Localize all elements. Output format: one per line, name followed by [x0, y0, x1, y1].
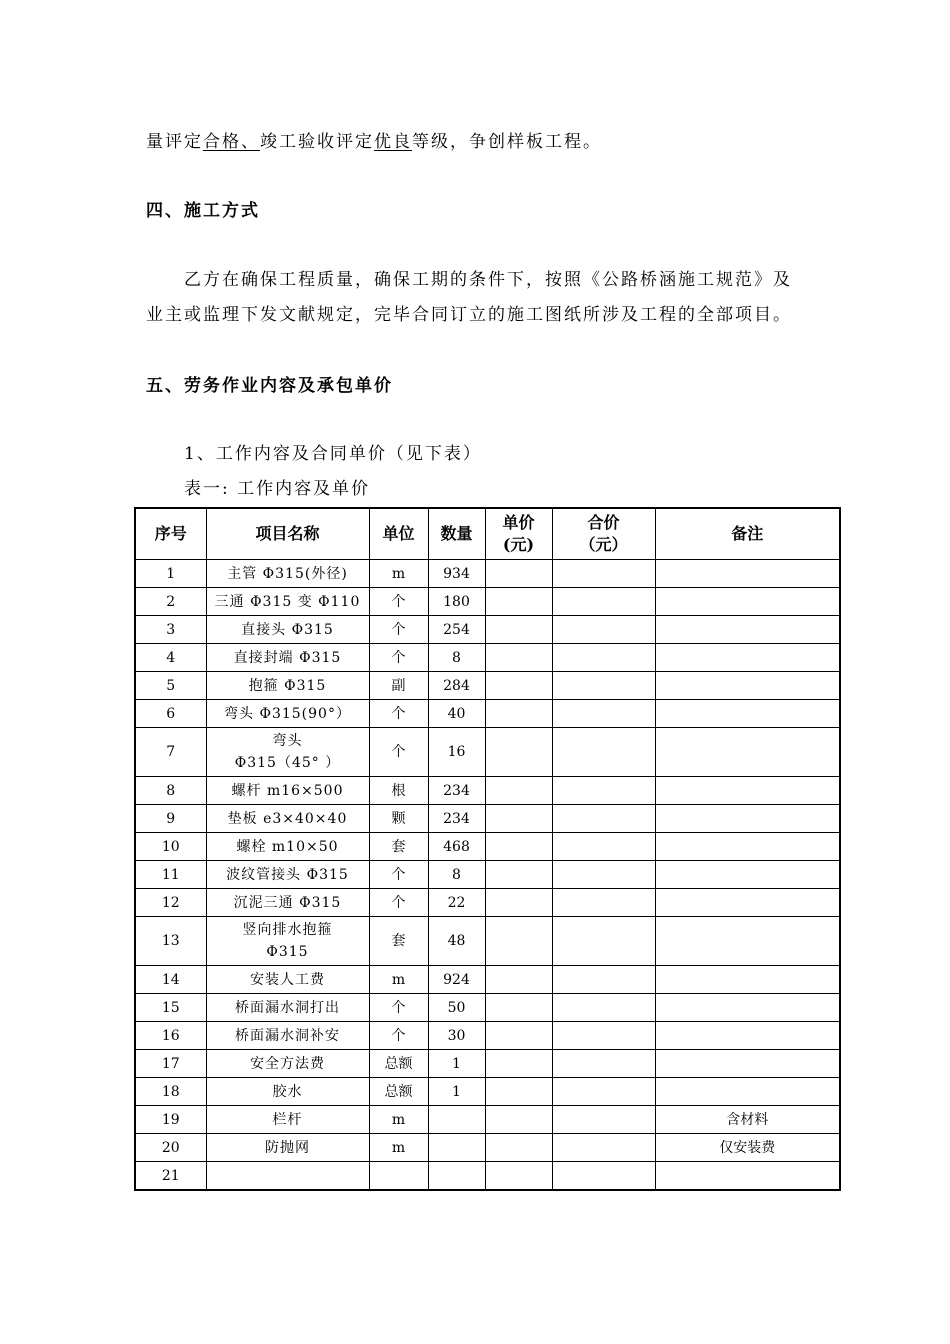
table-row — [135, 1134, 840, 1162]
cell-total-price — [552, 777, 655, 805]
cell-total-price — [552, 1022, 655, 1050]
cell-quantity — [428, 1106, 485, 1134]
cell-unit-price — [485, 588, 552, 616]
cell-note: 含材料 — [655, 1106, 840, 1134]
cell-unit: 个 — [369, 644, 428, 672]
item-name-line1: 安全方法费 — [250, 1055, 325, 1072]
cell-unit-price — [485, 728, 552, 777]
cell-seq: 3 — [135, 616, 206, 644]
cell-total-price — [552, 1106, 655, 1134]
cell-quantity: 180 — [428, 588, 485, 616]
header-item-name: 项目名称 — [206, 508, 369, 560]
cell-note: 仅安装费 — [655, 1134, 840, 1162]
item-name-line1: 螺杆 m16×500 — [231, 782, 344, 799]
cell-item-name — [206, 994, 369, 1022]
cell-seq: 1 — [135, 560, 206, 588]
cell-unit-price — [485, 777, 552, 805]
item-name-line1: 垫板 e3×40×40 — [227, 810, 348, 827]
table-header-row — [135, 508, 840, 560]
cell-note — [655, 805, 840, 833]
cell-unit: 总额 — [369, 1078, 428, 1106]
cell-quantity — [428, 1134, 485, 1162]
cell-total-price — [552, 644, 655, 672]
cell-unit-price — [485, 672, 552, 700]
item-name-line2: Φ315 — [266, 944, 309, 960]
item-name-line1: 防抛网 — [265, 1139, 310, 1156]
cell-item-name — [206, 672, 369, 700]
header-unit: 单位 — [369, 508, 428, 560]
cell-total-price — [552, 917, 655, 966]
cell-total-price — [552, 616, 655, 644]
cell-seq: 11 — [135, 861, 206, 889]
item-name-line1: 安装人工费 — [250, 971, 325, 988]
cell-unit-price — [485, 616, 552, 644]
cell-quantity: 934 — [428, 560, 485, 588]
cell-note — [655, 672, 840, 700]
cell-total-price — [552, 672, 655, 700]
cell-unit-price — [485, 644, 552, 672]
cell-item-name — [206, 917, 369, 966]
cell-item-name — [206, 1106, 369, 1134]
table-caption: 表一: 工作内容及单价 — [184, 479, 371, 499]
item-name-line1: 桥面漏水洞打出 — [235, 999, 340, 1016]
cell-unit: 个 — [369, 588, 428, 616]
cell-quantity: 1 — [428, 1050, 485, 1078]
cell-unit-price — [485, 700, 552, 728]
cell-seq: 14 — [135, 966, 206, 994]
cell-note — [655, 644, 840, 672]
cell-seq: 12 — [135, 889, 206, 917]
item-name-line2: Φ315（45° ） — [234, 755, 341, 771]
cell-note — [655, 833, 840, 861]
cell-note — [655, 966, 840, 994]
cell-unit-price — [485, 1162, 552, 1191]
cell-unit: 副 — [369, 672, 428, 700]
item-name-line1: 桥面漏水洞补安 — [235, 1027, 340, 1044]
table-row — [135, 917, 840, 966]
cell-seq: 7 — [135, 728, 206, 777]
cell-unit: 根 — [369, 777, 428, 805]
table-row — [135, 861, 840, 889]
section-4-body-line-2: 业主或监理下发文献规定，完毕合同订立的施工图纸所涉及工程的全部项目。 — [146, 305, 792, 325]
cell-unit-price — [485, 889, 552, 917]
item-name-line1: 主管 Φ315(外径) — [227, 565, 348, 582]
item-name-line1: 沉泥三通 Φ315 — [233, 894, 342, 911]
table-row — [135, 966, 840, 994]
cell-seq: 8 — [135, 777, 206, 805]
cell-total-price — [552, 1134, 655, 1162]
cell-seq: 16 — [135, 1022, 206, 1050]
cell-note — [655, 889, 840, 917]
cell-unit-price — [485, 966, 552, 994]
table-row — [135, 672, 840, 700]
table-row — [135, 805, 840, 833]
cell-item-name — [206, 966, 369, 994]
cell-item-name — [206, 805, 369, 833]
table-row — [135, 889, 840, 917]
header-note: 备注 — [655, 508, 840, 560]
cell-total-price — [552, 805, 655, 833]
cell-quantity: 254 — [428, 616, 485, 644]
item-name-line1: 波纹管接头 Φ315 — [226, 866, 349, 883]
cell-seq: 19 — [135, 1106, 206, 1134]
cell-note — [655, 777, 840, 805]
cell-quantity: 50 — [428, 994, 485, 1022]
cell-unit: 个 — [369, 616, 428, 644]
cell-note — [655, 1162, 840, 1191]
cell-unit: 颗 — [369, 805, 428, 833]
cell-total-price — [552, 1050, 655, 1078]
cell-note — [655, 728, 840, 777]
cell-unit: 个 — [369, 889, 428, 917]
cell-seq: 15 — [135, 994, 206, 1022]
cell-item-name — [206, 889, 369, 917]
cell-unit: 套 — [369, 833, 428, 861]
cell-unit: 总额 — [369, 1050, 428, 1078]
cell-quantity: 8 — [428, 644, 485, 672]
cell-unit: m — [369, 1106, 428, 1134]
cell-unit-price — [485, 1134, 552, 1162]
intro-paragraph-line — [146, 127, 602, 152]
cell-quantity: 924 — [428, 966, 485, 994]
table-row — [135, 994, 840, 1022]
subsection-1-title: 1、工作内容及合同单价（见下表） — [184, 444, 482, 464]
table-row — [135, 833, 840, 861]
section-4-body-line-1: 乙方在确保工程质量，确保工期的条件下，按照《公路桥涵施工规范》及 — [184, 270, 792, 290]
cell-unit: 个 — [369, 1022, 428, 1050]
cell-seq: 4 — [135, 644, 206, 672]
underlined-text-excellent: 优良 — [374, 132, 412, 152]
table-row — [135, 1162, 840, 1191]
cell-seq: 6 — [135, 700, 206, 728]
cell-unit: m — [369, 1134, 428, 1162]
cell-item-name — [206, 588, 369, 616]
cell-unit-price — [485, 917, 552, 966]
item-name-line1: 直接封端 Φ315 — [233, 649, 342, 666]
cell-item-name — [206, 1022, 369, 1050]
cell-note — [655, 917, 840, 966]
text-segment: 量评定 — [146, 132, 203, 152]
cell-unit: 套 — [369, 917, 428, 966]
cell-total-price — [552, 588, 655, 616]
header-total-price-line2: （元） — [579, 535, 628, 554]
cell-item-name — [206, 1078, 369, 1106]
cell-unit — [369, 1162, 428, 1191]
cell-total-price — [552, 861, 655, 889]
table-body — [135, 560, 840, 1191]
cell-seq: 13 — [135, 917, 206, 966]
cell-quantity: 30 — [428, 1022, 485, 1050]
cell-seq: 10 — [135, 833, 206, 861]
header-unit-price-line1: 单价 — [502, 513, 535, 532]
cell-note — [655, 861, 840, 889]
cell-note — [655, 700, 840, 728]
cell-unit-price — [485, 1106, 552, 1134]
cell-unit-price — [485, 994, 552, 1022]
cell-item-name — [206, 1162, 369, 1191]
cell-unit: 个 — [369, 994, 428, 1022]
cell-item-name — [206, 1134, 369, 1162]
cell-unit-price — [485, 1078, 552, 1106]
item-name-line1: 直接头 Φ315 — [241, 621, 334, 638]
underlined-text-qualified: 合格、 — [203, 132, 260, 152]
cell-unit: 个 — [369, 728, 428, 777]
cell-note — [655, 1078, 840, 1106]
header-total-price — [552, 508, 655, 560]
cell-total-price — [552, 1162, 655, 1191]
table-row — [135, 1022, 840, 1050]
table-row — [135, 616, 840, 644]
cell-note — [655, 560, 840, 588]
cell-unit-price — [485, 560, 552, 588]
section-4-heading: 四、施工方式 — [146, 201, 260, 221]
cell-unit: m — [369, 560, 428, 588]
item-name-line1: 栏杆 — [272, 1111, 303, 1128]
cell-item-name — [206, 777, 369, 805]
item-name-line1: 弯头 Φ315(90°） — [224, 705, 351, 722]
cell-note — [655, 1022, 840, 1050]
cell-note — [655, 994, 840, 1022]
table-row — [135, 588, 840, 616]
cell-seq: 18 — [135, 1078, 206, 1106]
cell-quantity: 234 — [428, 777, 485, 805]
cell-unit-price — [485, 1022, 552, 1050]
header-quantity: 数量 — [428, 508, 485, 560]
cell-seq: 9 — [135, 805, 206, 833]
cell-quantity: 22 — [428, 889, 485, 917]
cell-note — [655, 616, 840, 644]
cell-total-price — [552, 1078, 655, 1106]
item-name-line1: 弯头 — [272, 733, 303, 749]
cell-quantity: 284 — [428, 672, 485, 700]
item-name-line1: 抱箍 Φ315 — [248, 677, 327, 694]
cell-note — [655, 1050, 840, 1078]
table-row — [135, 1050, 840, 1078]
cell-unit-price — [485, 1050, 552, 1078]
table-row — [135, 1106, 840, 1134]
cell-seq: 5 — [135, 672, 206, 700]
cell-quantity: 16 — [428, 728, 485, 777]
cell-seq: 21 — [135, 1162, 206, 1191]
cell-unit-price — [485, 805, 552, 833]
table-row — [135, 644, 840, 672]
cell-quantity: 234 — [428, 805, 485, 833]
text-segment: 竣工验收评定 — [260, 132, 374, 152]
cell-total-price — [552, 700, 655, 728]
cell-quantity: 48 — [428, 917, 485, 966]
cell-item-name — [206, 1050, 369, 1078]
cell-unit: 个 — [369, 700, 428, 728]
work-content-table — [134, 507, 841, 1191]
cell-note — [655, 588, 840, 616]
cell-seq: 20 — [135, 1134, 206, 1162]
header-seq: 序号 — [135, 508, 206, 560]
header-unit-price-line2: (元) — [502, 535, 535, 554]
cell-item-name — [206, 644, 369, 672]
item-name-line1: 胶水 — [272, 1083, 303, 1100]
item-name-line1: 螺栓 m10×50 — [236, 838, 339, 855]
cell-seq: 2 — [135, 588, 206, 616]
cell-quantity: 1 — [428, 1078, 485, 1106]
table-row — [135, 1078, 840, 1106]
cell-seq: 17 — [135, 1050, 206, 1078]
cell-unit: m — [369, 966, 428, 994]
cell-total-price — [552, 889, 655, 917]
cell-quantity: 40 — [428, 700, 485, 728]
cell-item-name — [206, 728, 369, 777]
cell-unit-price — [485, 833, 552, 861]
cell-total-price — [552, 966, 655, 994]
table-row — [135, 728, 840, 777]
cell-quantity — [428, 1162, 485, 1191]
table-row — [135, 777, 840, 805]
cell-item-name — [206, 700, 369, 728]
cell-quantity: 8 — [428, 861, 485, 889]
text-segment: 等级，争创样板工程。 — [412, 132, 602, 152]
cell-item-name — [206, 560, 369, 588]
item-name-line1: 三通 Φ315 变 Φ110 — [214, 593, 361, 610]
cell-item-name — [206, 861, 369, 889]
cell-total-price — [552, 560, 655, 588]
table-row — [135, 560, 840, 588]
cell-total-price — [552, 994, 655, 1022]
cell-item-name — [206, 616, 369, 644]
cell-total-price — [552, 728, 655, 777]
cell-item-name — [206, 833, 369, 861]
table-row — [135, 700, 840, 728]
item-name-line1: 竖向排水抱箍 — [242, 922, 333, 938]
cell-unit: 个 — [369, 861, 428, 889]
cell-unit-price — [485, 861, 552, 889]
section-5-heading: 五、劳务作业内容及承包单价 — [146, 376, 393, 396]
header-total-price-line1: 合价 — [587, 513, 620, 532]
header-unit-price — [485, 508, 552, 560]
cell-quantity: 468 — [428, 833, 485, 861]
cell-total-price — [552, 833, 655, 861]
